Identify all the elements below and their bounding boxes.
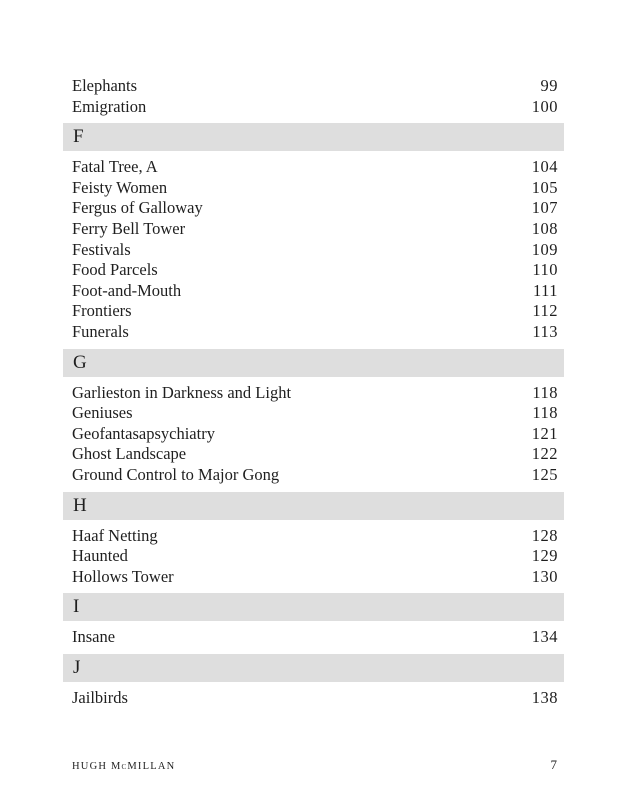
contents-entry (63, 301, 564, 322)
entry-page-number: 99 (540, 76, 558, 95)
entry-title: Feisty Women (72, 177, 168, 197)
entry-title: Frontiers (72, 301, 132, 321)
page-number: 7 (550, 757, 557, 772)
contents-entry (63, 260, 564, 281)
entry-page-number: 107 (531, 198, 558, 218)
entry-page-number: 130 (531, 566, 558, 586)
entry-page-number: 125 (531, 464, 558, 484)
entry-title: Haunted (72, 546, 128, 566)
entry-title: Geniuses (72, 403, 133, 423)
entry-title: Foot-and-Mouth (72, 280, 182, 300)
section-g-entries (63, 383, 564, 486)
contents-entry (63, 465, 564, 486)
section-header-j: J (63, 654, 564, 682)
entry-page-number: 118 (532, 403, 558, 423)
entry-title: Hollows Tower (72, 566, 174, 586)
entry-title: Haaf Netting (72, 525, 158, 545)
contents-entry (63, 219, 564, 240)
continued-entries (63, 76, 564, 117)
contents-entry (63, 424, 564, 445)
section-header-i: I (63, 593, 564, 621)
contents-list (63, 76, 564, 708)
section-header-h: H (63, 492, 564, 520)
entry-title: Fatal Tree, A (72, 157, 158, 177)
entry-page-number: 134 (531, 627, 558, 647)
entry-title: Geofantasapsychiatry (72, 423, 215, 443)
section-header-f: F (63, 123, 564, 151)
entry-page-number: 108 (531, 218, 558, 238)
section-h-entries (63, 526, 564, 588)
entry-page-number: 112 (532, 301, 558, 321)
contents-entry (63, 526, 564, 547)
contents-entry (63, 322, 564, 343)
entry-title: Ghost Landscape (72, 444, 187, 464)
section-f-entries (63, 157, 564, 342)
entry-page-number: 118 (532, 382, 558, 402)
entry-title: Jailbirds (72, 687, 128, 707)
entry-page-number: 110 (532, 260, 558, 280)
entry-title: Food Parcels (72, 260, 158, 280)
contents-entry (63, 688, 564, 709)
entry-title: Ground Control to Major Gong (72, 464, 280, 484)
entry-page-number: 121 (531, 423, 558, 443)
section-i-entries (63, 627, 564, 648)
entry-page-number: 138 (531, 687, 558, 707)
entry-title: Ferry Bell Tower (72, 218, 186, 238)
section-j-entries (63, 688, 564, 709)
entry-page-number: 129 (531, 546, 558, 566)
contents-entry (63, 157, 564, 178)
contents-entry (63, 383, 564, 404)
contents-entry (63, 546, 564, 567)
contents-entry (63, 281, 564, 302)
contents-entry (63, 627, 564, 648)
entry-title: Elephants (72, 76, 138, 95)
entry-page-number: 113 (532, 321, 558, 341)
entry-page-number: 104 (531, 157, 558, 177)
contents-entry (63, 403, 564, 424)
entry-title: Funerals (72, 321, 129, 341)
contents-entry (63, 240, 564, 261)
contents-entry (63, 97, 564, 118)
contents-entry (63, 444, 564, 465)
entry-page-number: 109 (531, 239, 558, 259)
entry-title: Fergus of Galloway (72, 198, 203, 218)
entry-title: Garlieston in Darkness and Light (72, 382, 292, 402)
contents-entry (63, 198, 564, 219)
contents-entry (63, 76, 564, 97)
entry-page-number: 128 (531, 525, 558, 545)
entry-title: Emigration (72, 96, 147, 116)
section-header-g: G (63, 349, 564, 377)
entry-page-number: 100 (531, 96, 558, 116)
entry-title: Insane (72, 627, 116, 647)
running-footer-author: HUGH McMILLAN (72, 761, 176, 772)
contents-entry (63, 567, 564, 588)
entry-page-number: 111 (532, 280, 558, 300)
entry-page-number: 122 (531, 444, 558, 464)
contents-entry (63, 178, 564, 199)
entry-title: Festivals (72, 239, 131, 259)
entry-page-number: 105 (531, 177, 558, 197)
page-footer (72, 757, 557, 773)
